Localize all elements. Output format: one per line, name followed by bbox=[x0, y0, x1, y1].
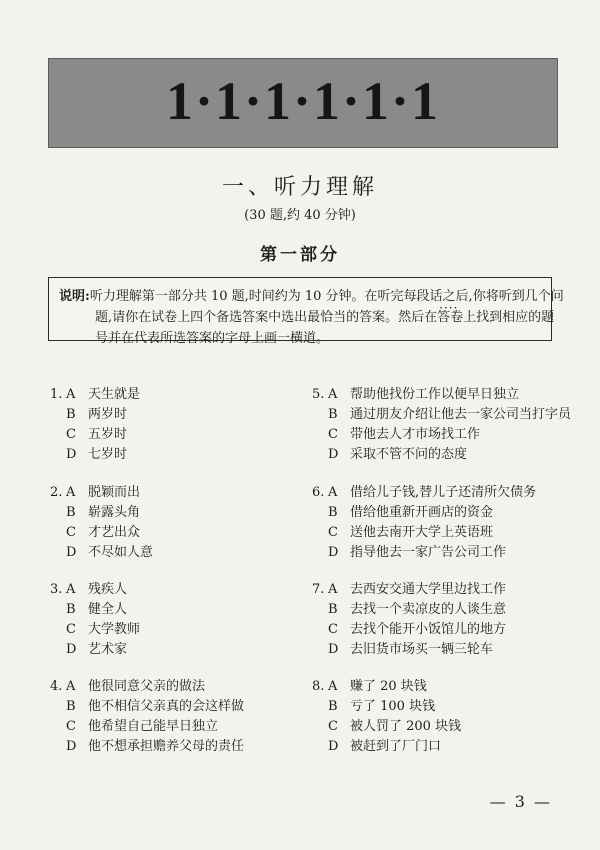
option-text: 去西安交通大学里边找工作 bbox=[350, 582, 507, 597]
instructions-line-1 bbox=[59, 288, 564, 306]
answer-option bbox=[312, 425, 582, 445]
banner-text: 1·1·1·1·1·1 bbox=[165, 71, 441, 131]
answer-option bbox=[312, 503, 582, 523]
answer-option bbox=[50, 717, 300, 737]
answer-option bbox=[312, 600, 582, 620]
answer-option bbox=[50, 483, 300, 503]
option-letter: A bbox=[66, 679, 76, 694]
option-text: 指导他去一家广告公司工作 bbox=[350, 545, 507, 560]
option-letter: C bbox=[328, 622, 338, 637]
instructions-line-3 bbox=[95, 330, 329, 348]
option-text: 他不想承担赡养父母的责任 bbox=[88, 739, 245, 754]
answer-option bbox=[50, 620, 300, 640]
option-letter: B bbox=[328, 407, 338, 422]
option-text: 他不相信父亲真的会这样做 bbox=[88, 699, 245, 714]
option-text: 借给他重新开画店的资金 bbox=[350, 505, 494, 520]
instructions-text-1: 听力理解第一部分共 10 题,时间约为 10 分钟。在听完每段话之后,你将听到几个问 bbox=[89, 289, 564, 304]
option-letter: C bbox=[66, 525, 76, 540]
option-letter: A bbox=[66, 485, 76, 500]
option-text: 天生就是 bbox=[88, 387, 141, 402]
option-letter: A bbox=[328, 679, 338, 694]
question-number: 8. bbox=[312, 679, 325, 694]
option-text: 帮助他找份工作以便早日独立 bbox=[350, 387, 520, 402]
answer-option bbox=[312, 385, 582, 405]
answer-option bbox=[50, 385, 300, 405]
option-text: 五岁时 bbox=[88, 427, 128, 442]
option-letter: C bbox=[66, 719, 76, 734]
question-2 bbox=[50, 483, 300, 563]
option-text: 大学教师 bbox=[88, 622, 141, 637]
option-text: 被人罚了 200 块钱 bbox=[350, 719, 462, 734]
answer-option bbox=[50, 405, 300, 425]
option-text: 健全人 bbox=[88, 602, 128, 617]
option-letter: D bbox=[66, 739, 77, 754]
answer-option bbox=[312, 523, 582, 543]
option-letter: B bbox=[328, 602, 338, 617]
question-5 bbox=[312, 385, 582, 465]
option-text: 采取不管不问的态度 bbox=[350, 447, 468, 462]
answer-option bbox=[312, 580, 582, 600]
answer-option bbox=[312, 405, 582, 425]
instructions-box bbox=[48, 277, 564, 346]
instructions-text-2: 题,请你在试卷上四个备选答案中选出最恰当的答案。然后在答卷上 ····找到相应的题 bbox=[95, 310, 554, 325]
option-text: 送他去南开大学上英语班 bbox=[350, 525, 494, 540]
answer-option bbox=[50, 737, 300, 757]
answer-option bbox=[312, 445, 582, 465]
option-letter: A bbox=[328, 387, 338, 402]
option-letter: A bbox=[328, 485, 338, 500]
question-7 bbox=[312, 580, 582, 660]
option-text: 两岁时 bbox=[88, 407, 128, 422]
option-letter: C bbox=[66, 427, 76, 442]
option-text: 带他去人才市场找工作 bbox=[350, 427, 481, 442]
option-text: 他很同意父亲的做法 bbox=[88, 679, 206, 694]
answer-option bbox=[312, 543, 582, 563]
question-3 bbox=[50, 580, 300, 660]
option-letter: B bbox=[66, 505, 76, 520]
answer-option bbox=[50, 697, 300, 717]
answer-option bbox=[50, 580, 300, 600]
question-8 bbox=[312, 677, 582, 757]
option-letter: C bbox=[328, 719, 338, 734]
option-letter: B bbox=[328, 699, 338, 714]
option-letter: D bbox=[66, 545, 77, 560]
answer-option bbox=[312, 737, 582, 757]
option-letter: D bbox=[66, 642, 77, 657]
option-letter: C bbox=[328, 427, 338, 442]
option-letter: D bbox=[328, 447, 339, 462]
answer-option bbox=[312, 620, 582, 640]
question-1 bbox=[50, 385, 300, 465]
answer-option bbox=[50, 543, 300, 563]
option-text: 不尽如人意 bbox=[88, 545, 154, 560]
answer-option bbox=[312, 677, 582, 697]
answer-option bbox=[50, 445, 300, 465]
option-letter: B bbox=[66, 407, 76, 422]
question-number: 6. bbox=[312, 485, 325, 500]
option-letter: A bbox=[66, 387, 76, 402]
question-number: 1. bbox=[50, 387, 63, 402]
question-number: 2. bbox=[50, 485, 63, 500]
option-text: 被赶到了厂门口 bbox=[350, 739, 442, 754]
emphasis-text: 答卷上 ···· bbox=[437, 310, 476, 325]
option-text: 才艺出众 bbox=[88, 525, 141, 540]
option-letter: C bbox=[328, 525, 338, 540]
answer-option bbox=[50, 503, 300, 523]
option-text: 残疾人 bbox=[88, 582, 128, 597]
option-text: 他希望自己能早日独立 bbox=[88, 719, 219, 734]
chapter-banner bbox=[48, 58, 558, 148]
section-subtitle: (30 题,约 40 分钟) bbox=[244, 208, 356, 223]
option-text: 去找一个卖凉皮的人谈生意 bbox=[350, 602, 507, 617]
option-text: 七岁时 bbox=[88, 447, 128, 462]
option-text: 脱颖而出 bbox=[88, 485, 141, 500]
question-6 bbox=[312, 483, 582, 563]
option-letter: D bbox=[66, 447, 77, 462]
answer-option bbox=[50, 677, 300, 697]
answer-option bbox=[312, 483, 582, 503]
answer-option bbox=[312, 697, 582, 717]
option-letter: C bbox=[66, 622, 76, 637]
option-text: 去旧货市场买一辆三轮车 bbox=[350, 642, 494, 657]
answer-option bbox=[50, 425, 300, 445]
option-letter: B bbox=[328, 505, 338, 520]
instructions-text-3: 号并在代表所选答案的字母上画一横道。 bbox=[95, 331, 330, 346]
answer-option bbox=[50, 640, 300, 660]
answer-option bbox=[312, 717, 582, 737]
answer-option bbox=[50, 523, 300, 543]
option-text: 艺术家 bbox=[88, 642, 128, 657]
option-letter: D bbox=[328, 642, 339, 657]
answer-option bbox=[50, 600, 300, 620]
option-letter: A bbox=[328, 582, 338, 597]
option-text: 通过朋友介绍让他去一家公司当打字员 bbox=[350, 407, 572, 422]
answer-option bbox=[312, 640, 582, 660]
option-text: 赚了 20 块钱 bbox=[350, 679, 427, 694]
option-text: 去找个能开小饭馆儿的地方 bbox=[350, 622, 507, 637]
option-letter: B bbox=[66, 602, 76, 617]
option-text: 借给儿子钱,替儿子还清所欠债务 bbox=[350, 485, 537, 500]
option-letter: B bbox=[66, 699, 76, 714]
instructions-label: 说明: bbox=[59, 289, 90, 304]
part-title: 第一部分 bbox=[260, 245, 340, 265]
option-letter: D bbox=[328, 739, 339, 754]
question-number: 3. bbox=[50, 582, 63, 597]
option-letter: D bbox=[328, 545, 339, 560]
question-number: 5. bbox=[312, 387, 325, 402]
option-letter: A bbox=[66, 582, 76, 597]
question-4 bbox=[50, 677, 300, 757]
section-title: 一、听力理解 bbox=[221, 175, 378, 200]
question-number: 7. bbox=[312, 582, 325, 597]
option-text: 亏了 100 块钱 bbox=[350, 699, 436, 714]
question-number: 4. bbox=[50, 679, 63, 694]
option-text: 崭露头角 bbox=[88, 505, 141, 520]
page-number: — 3 — bbox=[489, 792, 552, 811]
instructions-line-2 bbox=[95, 309, 554, 327]
